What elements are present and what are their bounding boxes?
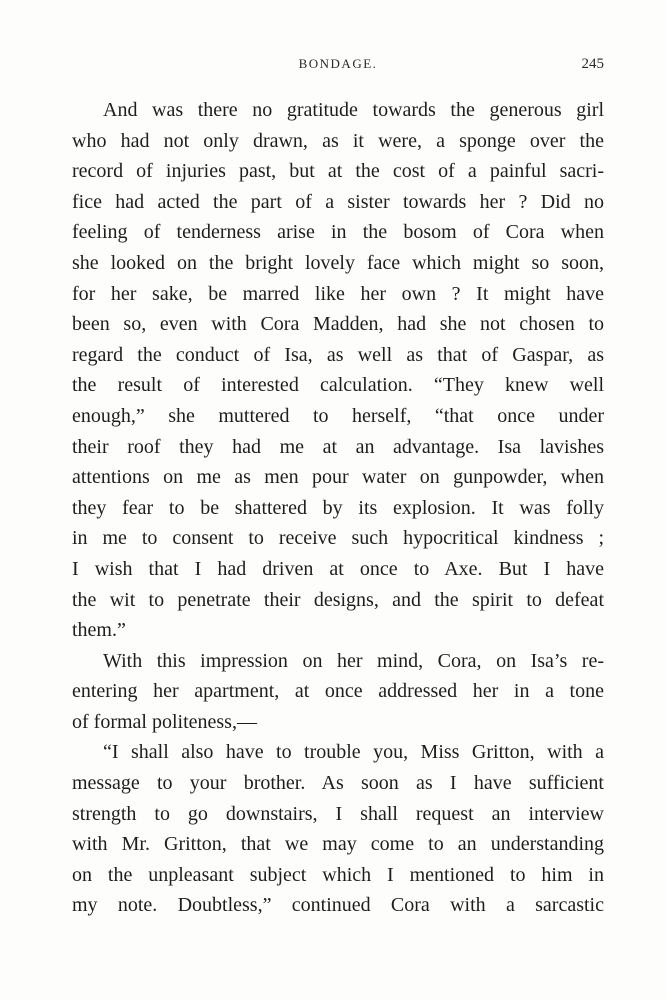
page-number: 245 <box>581 56 604 72</box>
text-line: feeling of tenderness arise in the bosom of Cora when <box>72 221 604 244</box>
text-line: fice had acted the part of a sister towards her ? Did no <box>72 190 604 213</box>
paragraph <box>72 95 604 646</box>
text-line: strength to go downstairs, I shall request an interview <box>72 802 604 825</box>
paragraph <box>72 737 604 921</box>
text-line: With this impression on her mind, Cora, on Isa’s re- <box>103 649 604 672</box>
text-line: been so, even with Cora Madden, had she not chosen to <box>72 313 604 336</box>
paragraph <box>72 646 604 738</box>
text-line: my note. Doubtless,” continued Cora with a sarcastic <box>72 894 604 917</box>
text-line: she looked on the bright lovely face which might so soon, <box>72 251 604 274</box>
text-line: them.” <box>72 619 126 642</box>
text-line: on the unpleasant subject which I mentioned to him in <box>72 863 604 886</box>
text-line: they fear to be shattered by its explosion. It was folly <box>72 496 604 519</box>
text-line: with Mr. Gritton, that we may come to an understanding <box>72 833 604 856</box>
text-line: regard the conduct of Isa, as well as that of Gaspar, as <box>72 343 604 366</box>
text-line: their roof they had me at an advantage. Isa lavishes <box>72 435 604 458</box>
text-line: the result of interested calculation. “They knew well <box>72 374 604 397</box>
text-line: record of injuries past, but at the cost of a painful sacri- <box>72 160 604 183</box>
text-line: the wit to penetrate their designs, and the spirit to defeat <box>72 588 604 611</box>
text-line: I wish that I had driven at once to Axe. But I have <box>72 557 604 580</box>
body-text <box>72 95 604 921</box>
text-line: for her sake, be marred like her own ? It might have <box>72 282 604 305</box>
text-line: of formal politeness,— <box>72 710 257 733</box>
text-line: who had not only drawn, as it were, a sponge over the <box>72 129 604 152</box>
text-line: “I shall also have to trouble you, Miss Gritton, with a <box>103 741 604 764</box>
running-title: BONDAGE. <box>298 56 378 71</box>
text-line: attentions on me as men pour water on gunpowder, when <box>72 466 604 489</box>
text-line: message to your brother. As soon as I have sufficient <box>72 772 604 795</box>
running-head <box>72 56 604 76</box>
text-line: enough,” she muttered to herself, “that once under <box>72 404 604 427</box>
text-line: entering her apartment, at once addressed her in a tone <box>72 680 604 703</box>
text-line: And was there no gratitude towards the generous girl <box>103 99 604 121</box>
text-line: in me to consent to receive such hypocritical kindness ; <box>72 527 604 550</box>
